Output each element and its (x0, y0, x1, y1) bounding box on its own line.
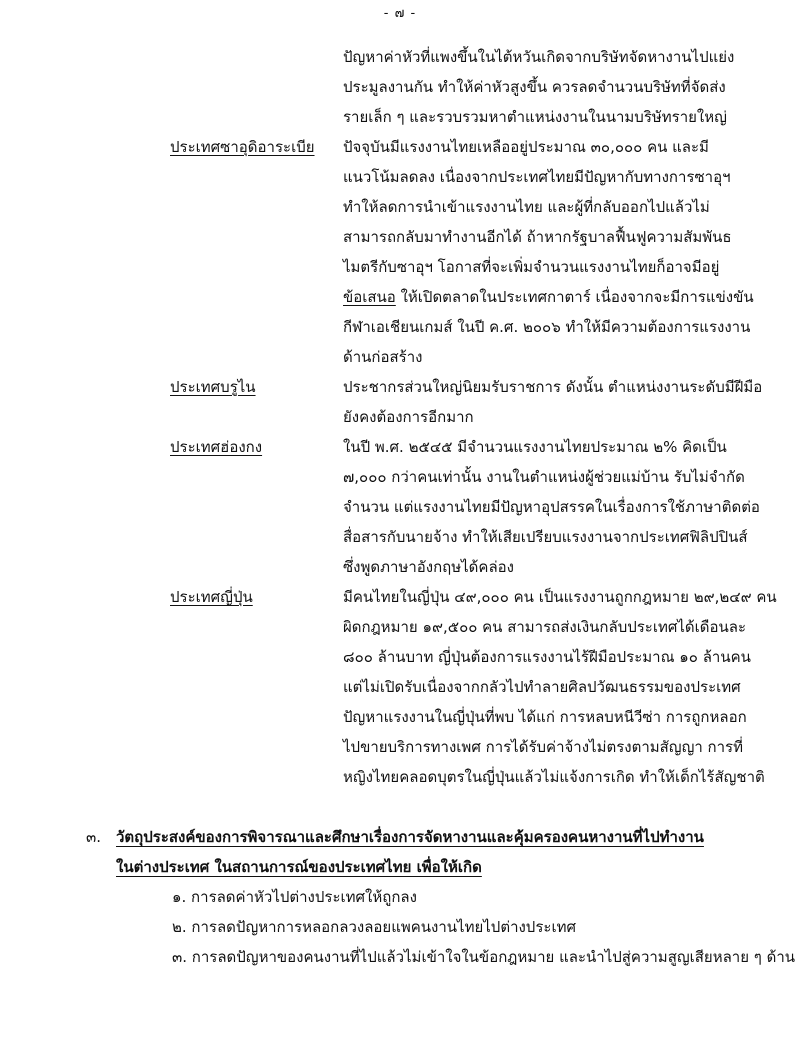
country-text-line: ปัญหาแรงงานในญี่ปุ่นที่พบ ได้แก่ การหลบหนีวีซ่า การถูกหลอก (343, 708, 747, 726)
section-heading-line1: วัตถุประสงค์ของการพิจารณาและศึกษาเรื่องการจัดหางานและคุ้มครองคนหางานที่ไปทำงาน (116, 828, 704, 846)
intro-line: รายเล็ก ๆ และรวบรวมหาตำแหน่งงานในนามบริษัทรายใหญ่ (343, 108, 727, 126)
objective-item: ๓. การลดปัญหาของคนงานที่ไปแล้วไม่เข้าใจในข้อกฎหมาย และนำไปสู่ความสูญเสียหลาย ๆ ด้าน (172, 948, 795, 966)
country-text-line: ไมตรีกับซาอุฯ โอกาสที่จะเพิ่มจำนวนแรงงานไทยก็อาจมีอยู่ (343, 258, 720, 276)
intro-line: ปัญหาค่าหัวที่แพงขึ้นในไต้หวันเกิดจากบริษัทจัดหางานไปแย่ง (343, 48, 735, 66)
objective-item: ๒. การลดปัญหาการหลอกลวงลอยแพคนงานไทยไปต่างประเทศ (172, 918, 576, 936)
country-text-line: ทำให้ลดการนำเข้าแรงงานไทย และผู้ที่กลับออกไปแล้วไม่ (343, 198, 710, 216)
country-text-line: ผิดกฎหมาย ๑๙,๕๐๐ คน สามารถส่งเงินกลับประเทศได้เดือนละ (343, 618, 747, 636)
objective-item: ๑. การลดค่าหัวไปต่างประเทศให้ถูกลง (172, 888, 417, 906)
country-text-line: ๗,๐๐๐ กว่าคนเท่านั้น งานในตำแหน่งผู้ช่วยแม่บ้าน รับไม่จำกัด (343, 468, 745, 486)
country-text-line: สามารถกลับมาทำงานอีกได้ ถ้าหากรัฐบาลฟื้นฟูความสัมพันธ (343, 228, 732, 246)
proposal-line (343, 287, 754, 307)
country-label-hong-kong: ประเทศฮ่องกง (170, 438, 263, 456)
country-text-line: ในปี พ.ศ. ๒๕๔๕ มีจำนวนแรงงานไทยประมาณ ๒% คิดเป็น (343, 438, 727, 456)
country-text-line: ประชากรส่วนใหญ่นิยมรับราชการ ดังนั้น ตำแหน่งงานระดับมีฝีมือ (343, 378, 763, 396)
proposal-text-line: กีฬาเอเชียนเกมส์ ในปี ค.ศ. ๒๐๐๖ ทำให้มีความต้องการแรงงาน (343, 318, 751, 336)
country-label-brunei: ประเทศบรูไน (170, 378, 256, 396)
country-text-line: จำนวน แต่แรงงานไทยมีปัญหาอุปสรรคในเรื่องการใช้ภาษาติดต่อ (343, 498, 760, 516)
section-heading-line2: ในต่างประเทศ ในสถานการณ์ของประเทศไทย เพื่อให้เกิด (116, 858, 482, 876)
country-label-saudi-arabia: ประเทศซาอุดิอาระเบีย (170, 138, 315, 156)
country-text-line: ไปขายบริการทางเพศ การได้รับค่าจ้างไม่ตรงตามสัญญา การที่ (343, 738, 743, 756)
proposal-text-line: ด้านก่อสร้าง (343, 348, 423, 366)
country-text-line: ๘๐๐ ล้านบาท ญี่ปุ่นต้องการแรงงานไร้ฝีมือประมาณ ๑๐ ล้านคน (343, 648, 751, 666)
country-text-line: ซึ่งพูดภาษาอังกฤษได้คล่อง (343, 558, 514, 576)
country-text-line: ปัจจุบันมีแรงงานไทยเหลืออยู่ประมาณ ๓๐,๐๐๐ คน และมี (343, 138, 709, 156)
intro-line: ประมูลงานกัน ทำให้ค่าหัวสูงขึ้น ควรลดจำนวนบริษัทที่จัดส่ง (343, 78, 726, 96)
page-number: - ๗ - (383, 6, 417, 21)
country-text-line: มีคนไทยในญี่ปุ่น ๔๙,๐๐๐ คน เป็นแรงงานถูกกฎหมาย ๒๙,๒๔๙ คน (343, 588, 777, 606)
proposal-text: ให้เปิดตลาดในประเทศกาตาร์ เนื่องจากจะมีการแข่งขัน (395, 288, 754, 306)
section-number: ๓. (86, 828, 102, 846)
proposal-label: ข้อเสนอ (343, 288, 396, 306)
country-text-line: หญิงไทยคลอดบุตรในญี่ปุ่นแล้วไม่แจ้งการเกิด ทำให้เด็กไร้สัญชาติ (343, 768, 765, 786)
country-label-japan: ประเทศญี่ปุ่น (170, 588, 253, 606)
country-text-line: แต่ไม่เปิดรับเนื่องจากกลัวไปทำลายศิลปวัฒนธรรมของประเทศ (343, 678, 741, 696)
country-text-line: แนวโน้มลดลง เนื่องจากประเทศไทยมีปัญหากับทางการซาอุฯ (343, 168, 731, 186)
country-text-line: ยังคงต้องการอีกมาก (343, 408, 474, 426)
country-text-line: สื่อสารกับนายจ้าง ทำให้เสียเปรียบแรงงานจากประเทศฟิลิปปินส์ (343, 528, 748, 546)
